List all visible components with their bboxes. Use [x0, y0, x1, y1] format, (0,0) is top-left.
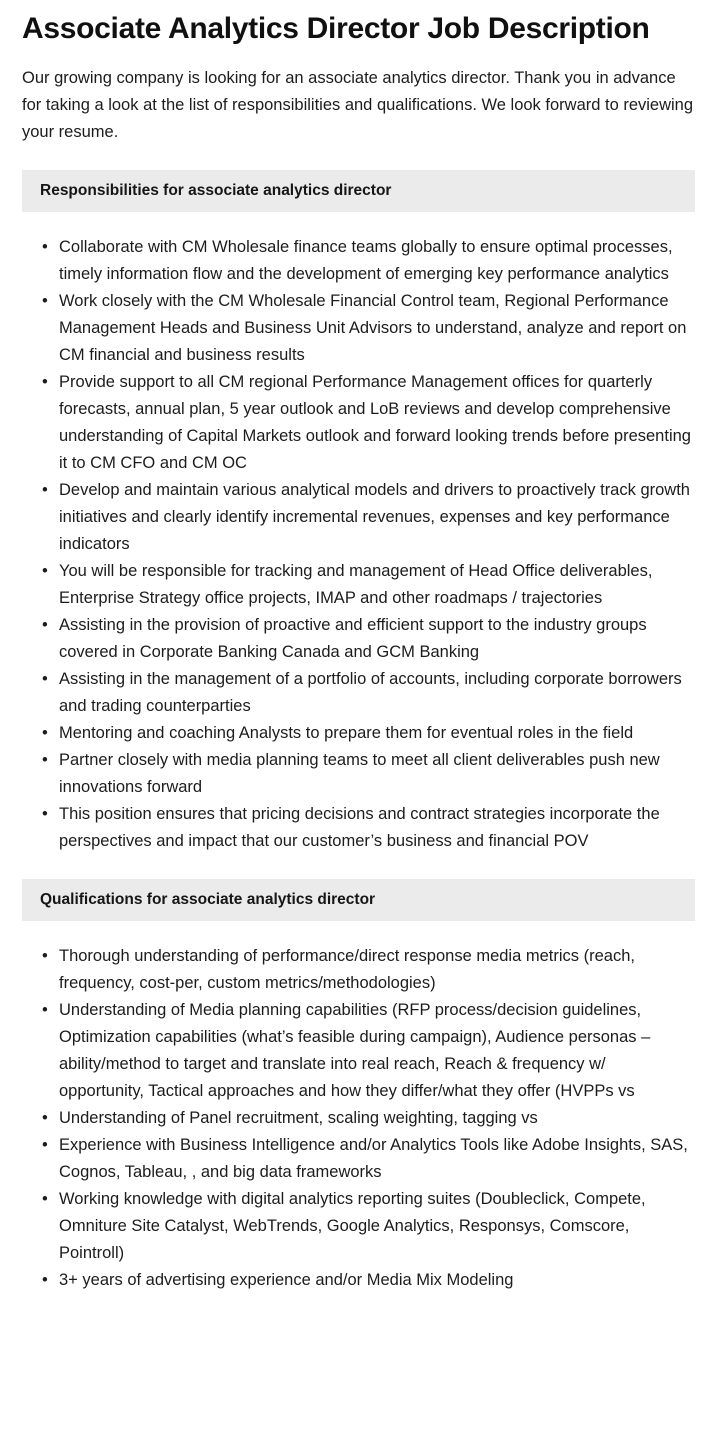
- list-item: [22, 1105, 695, 1132]
- bullet-icon: •: [42, 292, 48, 310]
- list-item: [22, 1186, 695, 1267]
- list-item-text: Understanding of Media planning capabilities (RFP process/decision guidelines, Optimization capabilities (what’s feasible during campaign), Audience personas – ability/method to target and translate into real reach, Reach & frequency w/ opportunity, Tactical approaches and how they differ/what they offer (HVPPs vs: [59, 1001, 651, 1100]
- list-item-text: 3+ years of advertising experience and/or Media Mix Modeling: [59, 1271, 514, 1289]
- responsibilities-list: [0, 212, 720, 855]
- list-item: [22, 720, 695, 747]
- list-item-text: This position ensures that pricing decisions and contract strategies incorporate the perspectives and impact that our customer’s business and financial POV: [59, 805, 660, 850]
- section-heading-responsibilities: Responsibilities for associate analytics director: [22, 170, 695, 212]
- list-item-text: Thorough understanding of performance/direct response media metrics (reach, frequency, cost-per, custom metrics/methodologies): [59, 947, 635, 992]
- list-item: [22, 1132, 695, 1186]
- bullet-icon: •: [42, 947, 48, 965]
- intro-paragraph: Our growing company is looking for an associate analytics director. Thank you in advance for taking a look at the list of responsibilities and qualifications. We look forward to reviewing your resume.: [22, 69, 694, 141]
- section-responsibilities: [0, 170, 720, 855]
- list-item-text: Provide support to all CM regional Performance Management offices for quarterly forecasts, annual plan, 5 year outlook and LoB reviews and develop comprehensive understanding of Capital Markets outlook and forward looking trends before presenting it to CM CFO and CM OC: [59, 373, 691, 472]
- list-item: [22, 1267, 695, 1294]
- list-item-text: You will be responsible for tracking and management of Head Office deliverables, Enterprise Strategy office projects, IMAP and other roadmaps / trajectories: [59, 562, 653, 607]
- list-item-text: Assisting in the provision of proactive and efficient support to the industry groups covered in Corporate Banking Canada and GCM Banking: [59, 616, 647, 661]
- bullet-icon: •: [42, 670, 48, 688]
- bullet-icon: •: [42, 751, 48, 769]
- list-item-text: Mentoring and coaching Analysts to prepare them for eventual roles in the field: [59, 724, 634, 742]
- bullet-icon: •: [42, 373, 48, 391]
- list-item: [22, 612, 695, 666]
- bullet-icon: •: [42, 481, 48, 499]
- bullet-icon: •: [42, 805, 48, 823]
- list-item: [22, 997, 695, 1105]
- list-item: [22, 477, 695, 558]
- qualifications-list: [0, 921, 720, 1340]
- bullet-icon: •: [42, 724, 48, 742]
- bullet-icon: •: [42, 562, 48, 580]
- list-item: [22, 234, 695, 288]
- list-item-text: Work closely with the CM Wholesale Financial Control team, Regional Performance Management Heads and Business Unit Advisors to understand, analyze and report on CM financial and business results: [59, 292, 687, 364]
- list-item: [22, 369, 695, 477]
- list-item: [22, 666, 695, 720]
- list-item: [22, 747, 695, 801]
- bullet-icon: •: [42, 1190, 48, 1208]
- list-item-text: Understanding of Panel recruitment, scaling weighting, tagging vs: [59, 1109, 538, 1127]
- bullet-icon: •: [42, 1001, 48, 1019]
- list-item-text: Collaborate with CM Wholesale finance teams globally to ensure optimal processes, timely information flow and the development of emerging key performance analytics: [59, 238, 673, 283]
- list-item-text: Assisting in the management of a portfolio of accounts, including corporate borrowers and trading counterparties: [59, 670, 682, 715]
- page-title: Associate Analytics Director Job Description: [22, 12, 650, 45]
- list-item: [22, 801, 695, 855]
- bullet-icon: •: [42, 1109, 48, 1127]
- bullet-icon: •: [42, 238, 48, 256]
- bullet-icon: •: [42, 1271, 48, 1289]
- list-item-text: Partner closely with media planning teams to meet all client deliverables push new innovations forward: [59, 751, 660, 796]
- bullet-icon: •: [42, 1136, 48, 1154]
- section-qualifications: [0, 879, 720, 1340]
- section-heading-qualifications: Qualifications for associate analytics director: [22, 879, 695, 921]
- list-item: [22, 558, 695, 612]
- list-item-text: Develop and maintain various analytical models and drivers to proactively track growth initiatives and clearly identify incremental revenues, expenses and key performance indicators: [59, 481, 690, 553]
- list-item-text: Experience with Business Intelligence and/or Analytics Tools like Adobe Insights, SAS, Cognos, Tableau, , and big data frameworks: [59, 1136, 688, 1181]
- bullet-icon: •: [42, 616, 48, 634]
- list-item: [22, 943, 695, 997]
- list-item: [22, 288, 695, 369]
- list-item-text: Working knowledge with digital analytics reporting suites (Doubleclick, Compete, Omniture Site Catalyst, WebTrends, Google Analytics, Responsys, Comscore, Pointroll): [59, 1190, 646, 1262]
